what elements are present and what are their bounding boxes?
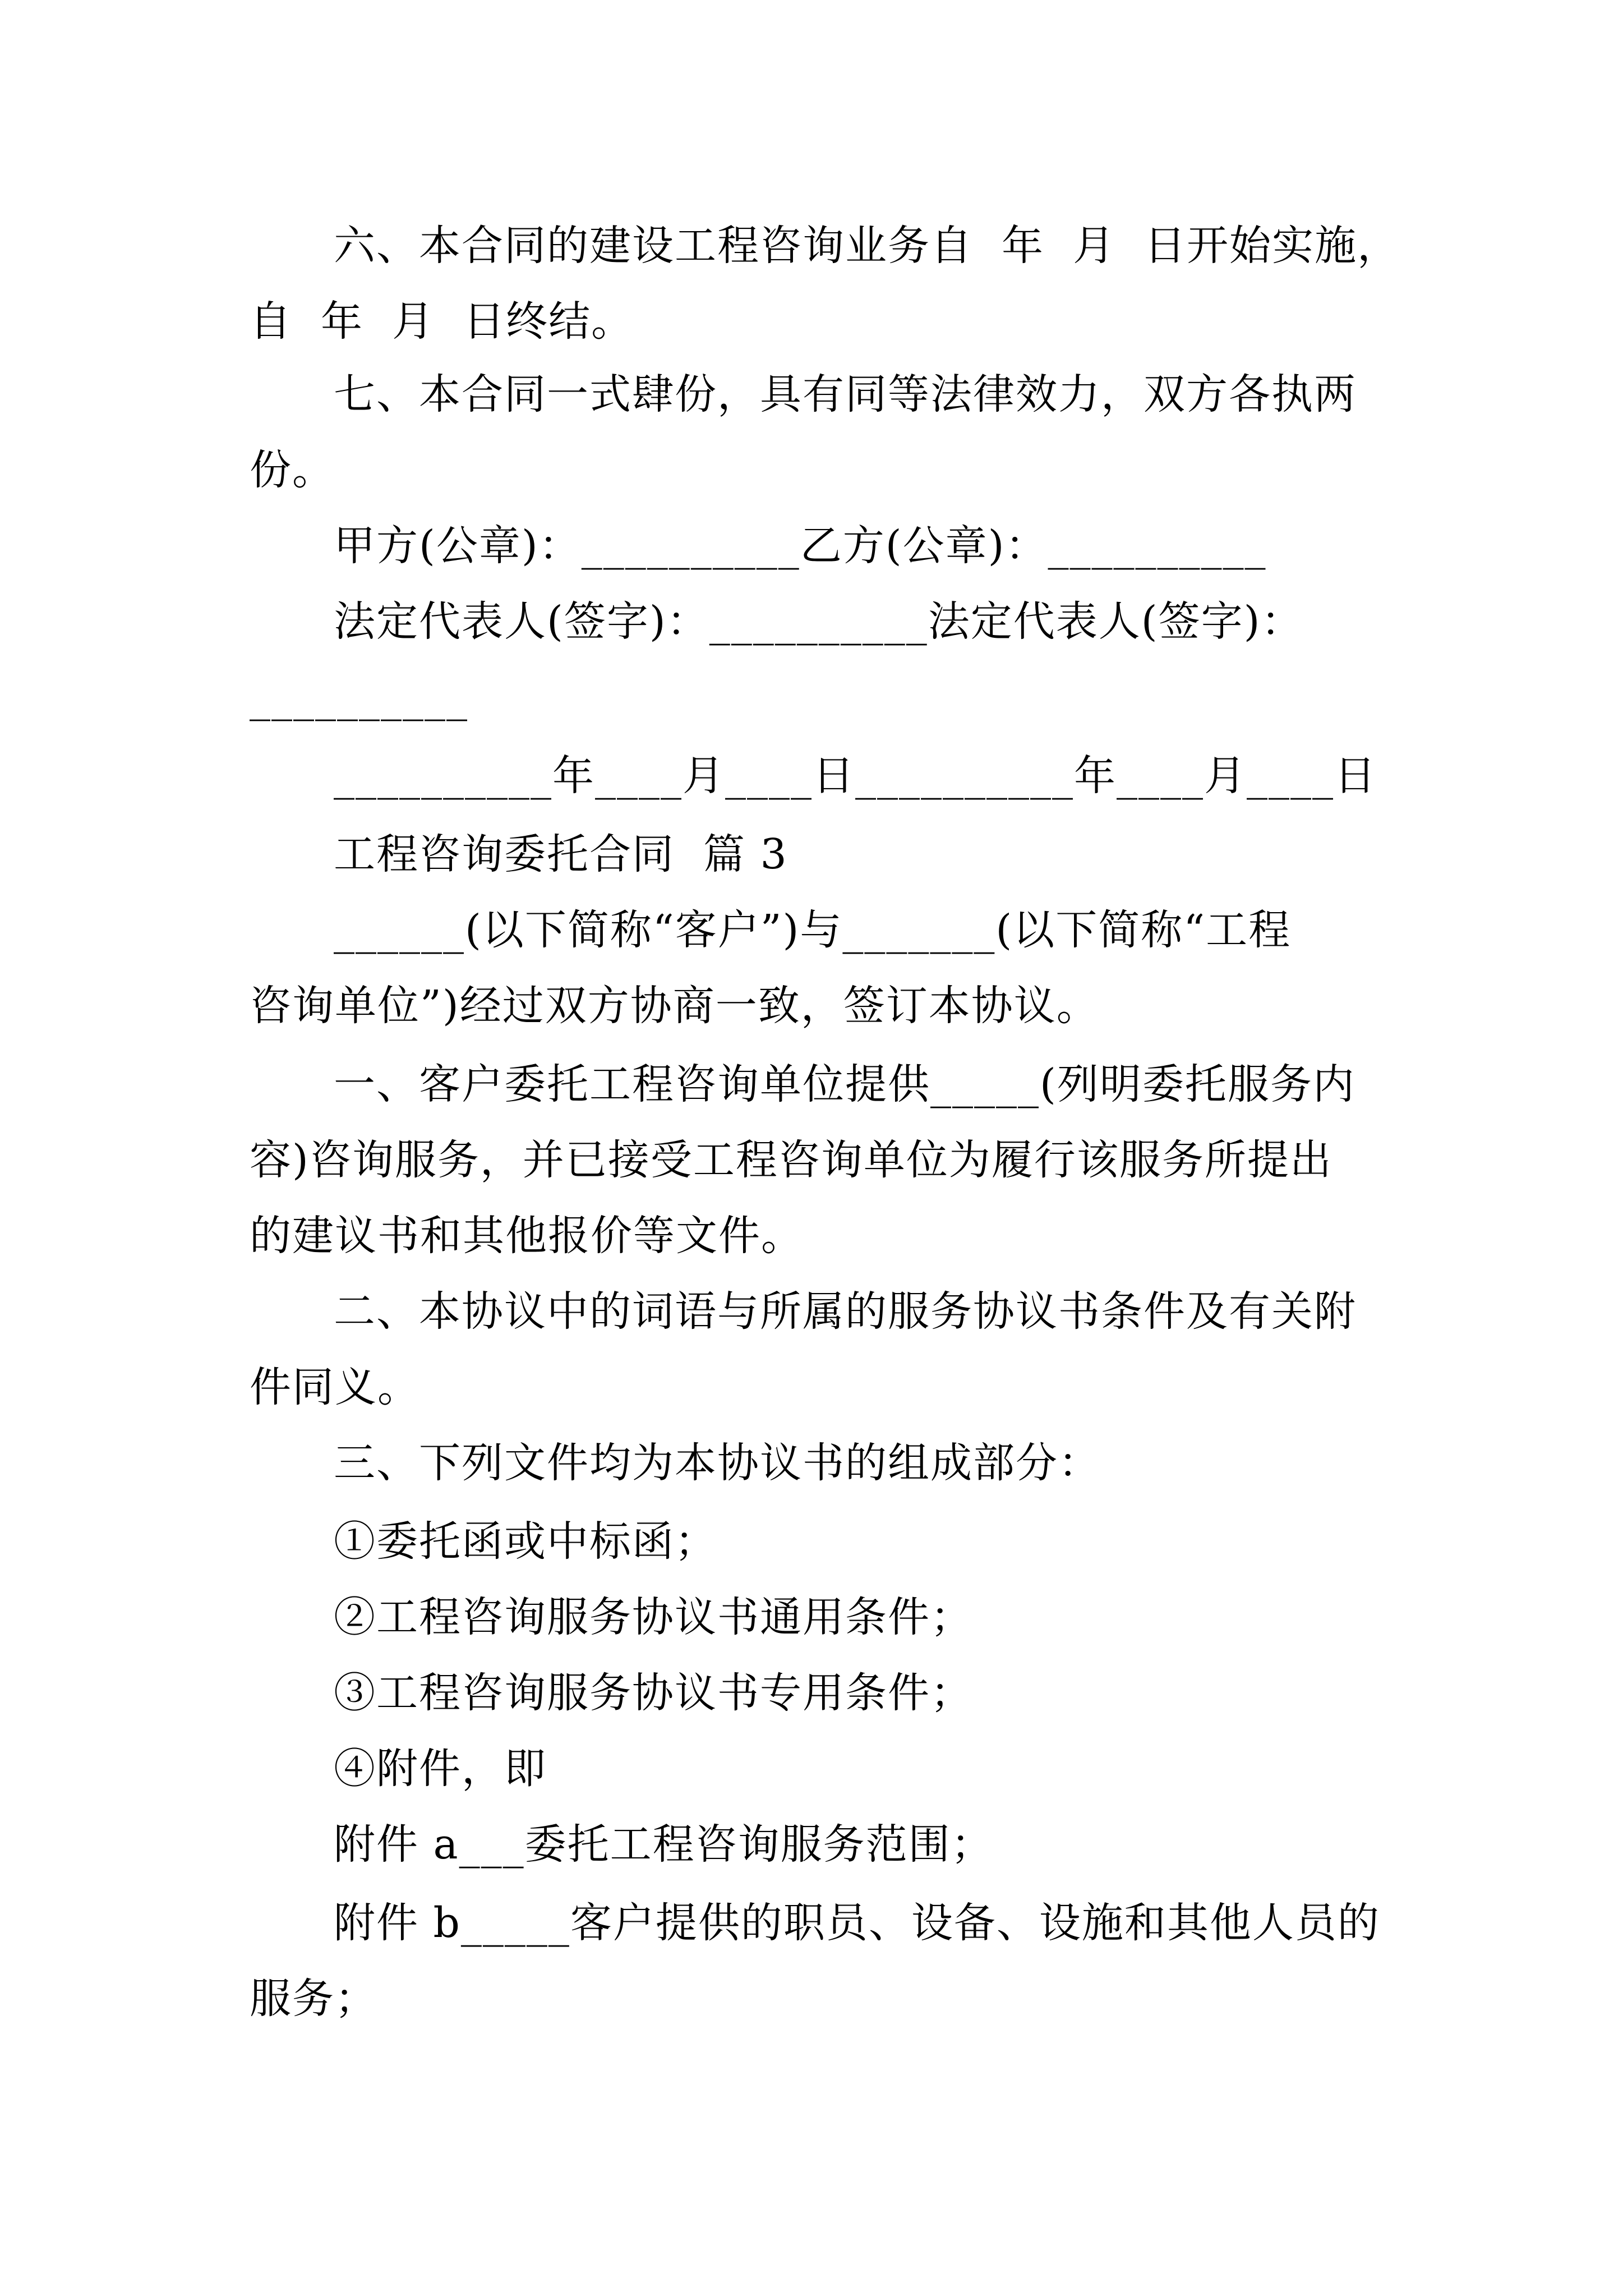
preamble-line-2: 咨询单位”)经过双方协商一致，签订本协议。 [250,982,1099,1030]
legal-representative-line: 法定代表人(签字)：__________法定代表人(签字)： [334,597,1304,646]
signature-blank-line: __________ [250,673,468,721]
preamble-line-1: ______(以下简称“客户”)与_______(以下简称“工程 [334,906,1292,954]
section-title: 工程咨询委托合同 篇 3 [334,830,788,878]
clause-6-line-2: 自 年 月 日终结。 [250,297,634,346]
clause-1-line-3: 的建议书和其他报价等文件。 [250,1212,804,1260]
party-seal-line: 甲方(公章)：__________乙方(公章)：__________ [334,522,1267,570]
attachment-a-line: 附件 a___委托工程咨询服务范围； [334,1820,994,1869]
clause-7-line-1: 七、本合同一式肆份，具有同等法律效力，双方各执两 [334,370,1357,418]
clause-1-line-1: 一、客户委托工程咨询单位提供_____(列明委托服务内 [334,1060,1355,1108]
clause-3-line: 三、下列文件均为本协议书的组成部分： [334,1439,1101,1487]
list-item-3: ③工程咨询服务协议书专用条件； [334,1669,973,1717]
date-line: __________年____月____日__________年____月____日 [334,752,1377,800]
attachment-b-line-1: 附件 b_____客户提供的职员、设备、设施和其他人员的 [334,1899,1380,1947]
attachment-b-line-2: 服务； [250,1975,377,2023]
list-item-2: ②工程咨询服务协议书通用条件； [334,1593,973,1641]
clause-2-line-2: 件同义。 [250,1363,420,1411]
clause-2-line-1: 二、本协议中的词语与所属的服务协议书条件及有关附 [334,1287,1357,1336]
clause-1-line-2: 容)咨询服务，并已接受工程咨询单位为履行该服务所提出 [250,1136,1332,1184]
list-item-1: ①委托函或中标函； [334,1517,717,1566]
list-item-4: ④附件，即 [334,1745,547,1793]
clause-6-line-1: 六、本合同的建设工程咨询业务自 年 月 日开始实施， [334,222,1400,270]
clause-7-line-2: 份。 [250,446,335,494]
